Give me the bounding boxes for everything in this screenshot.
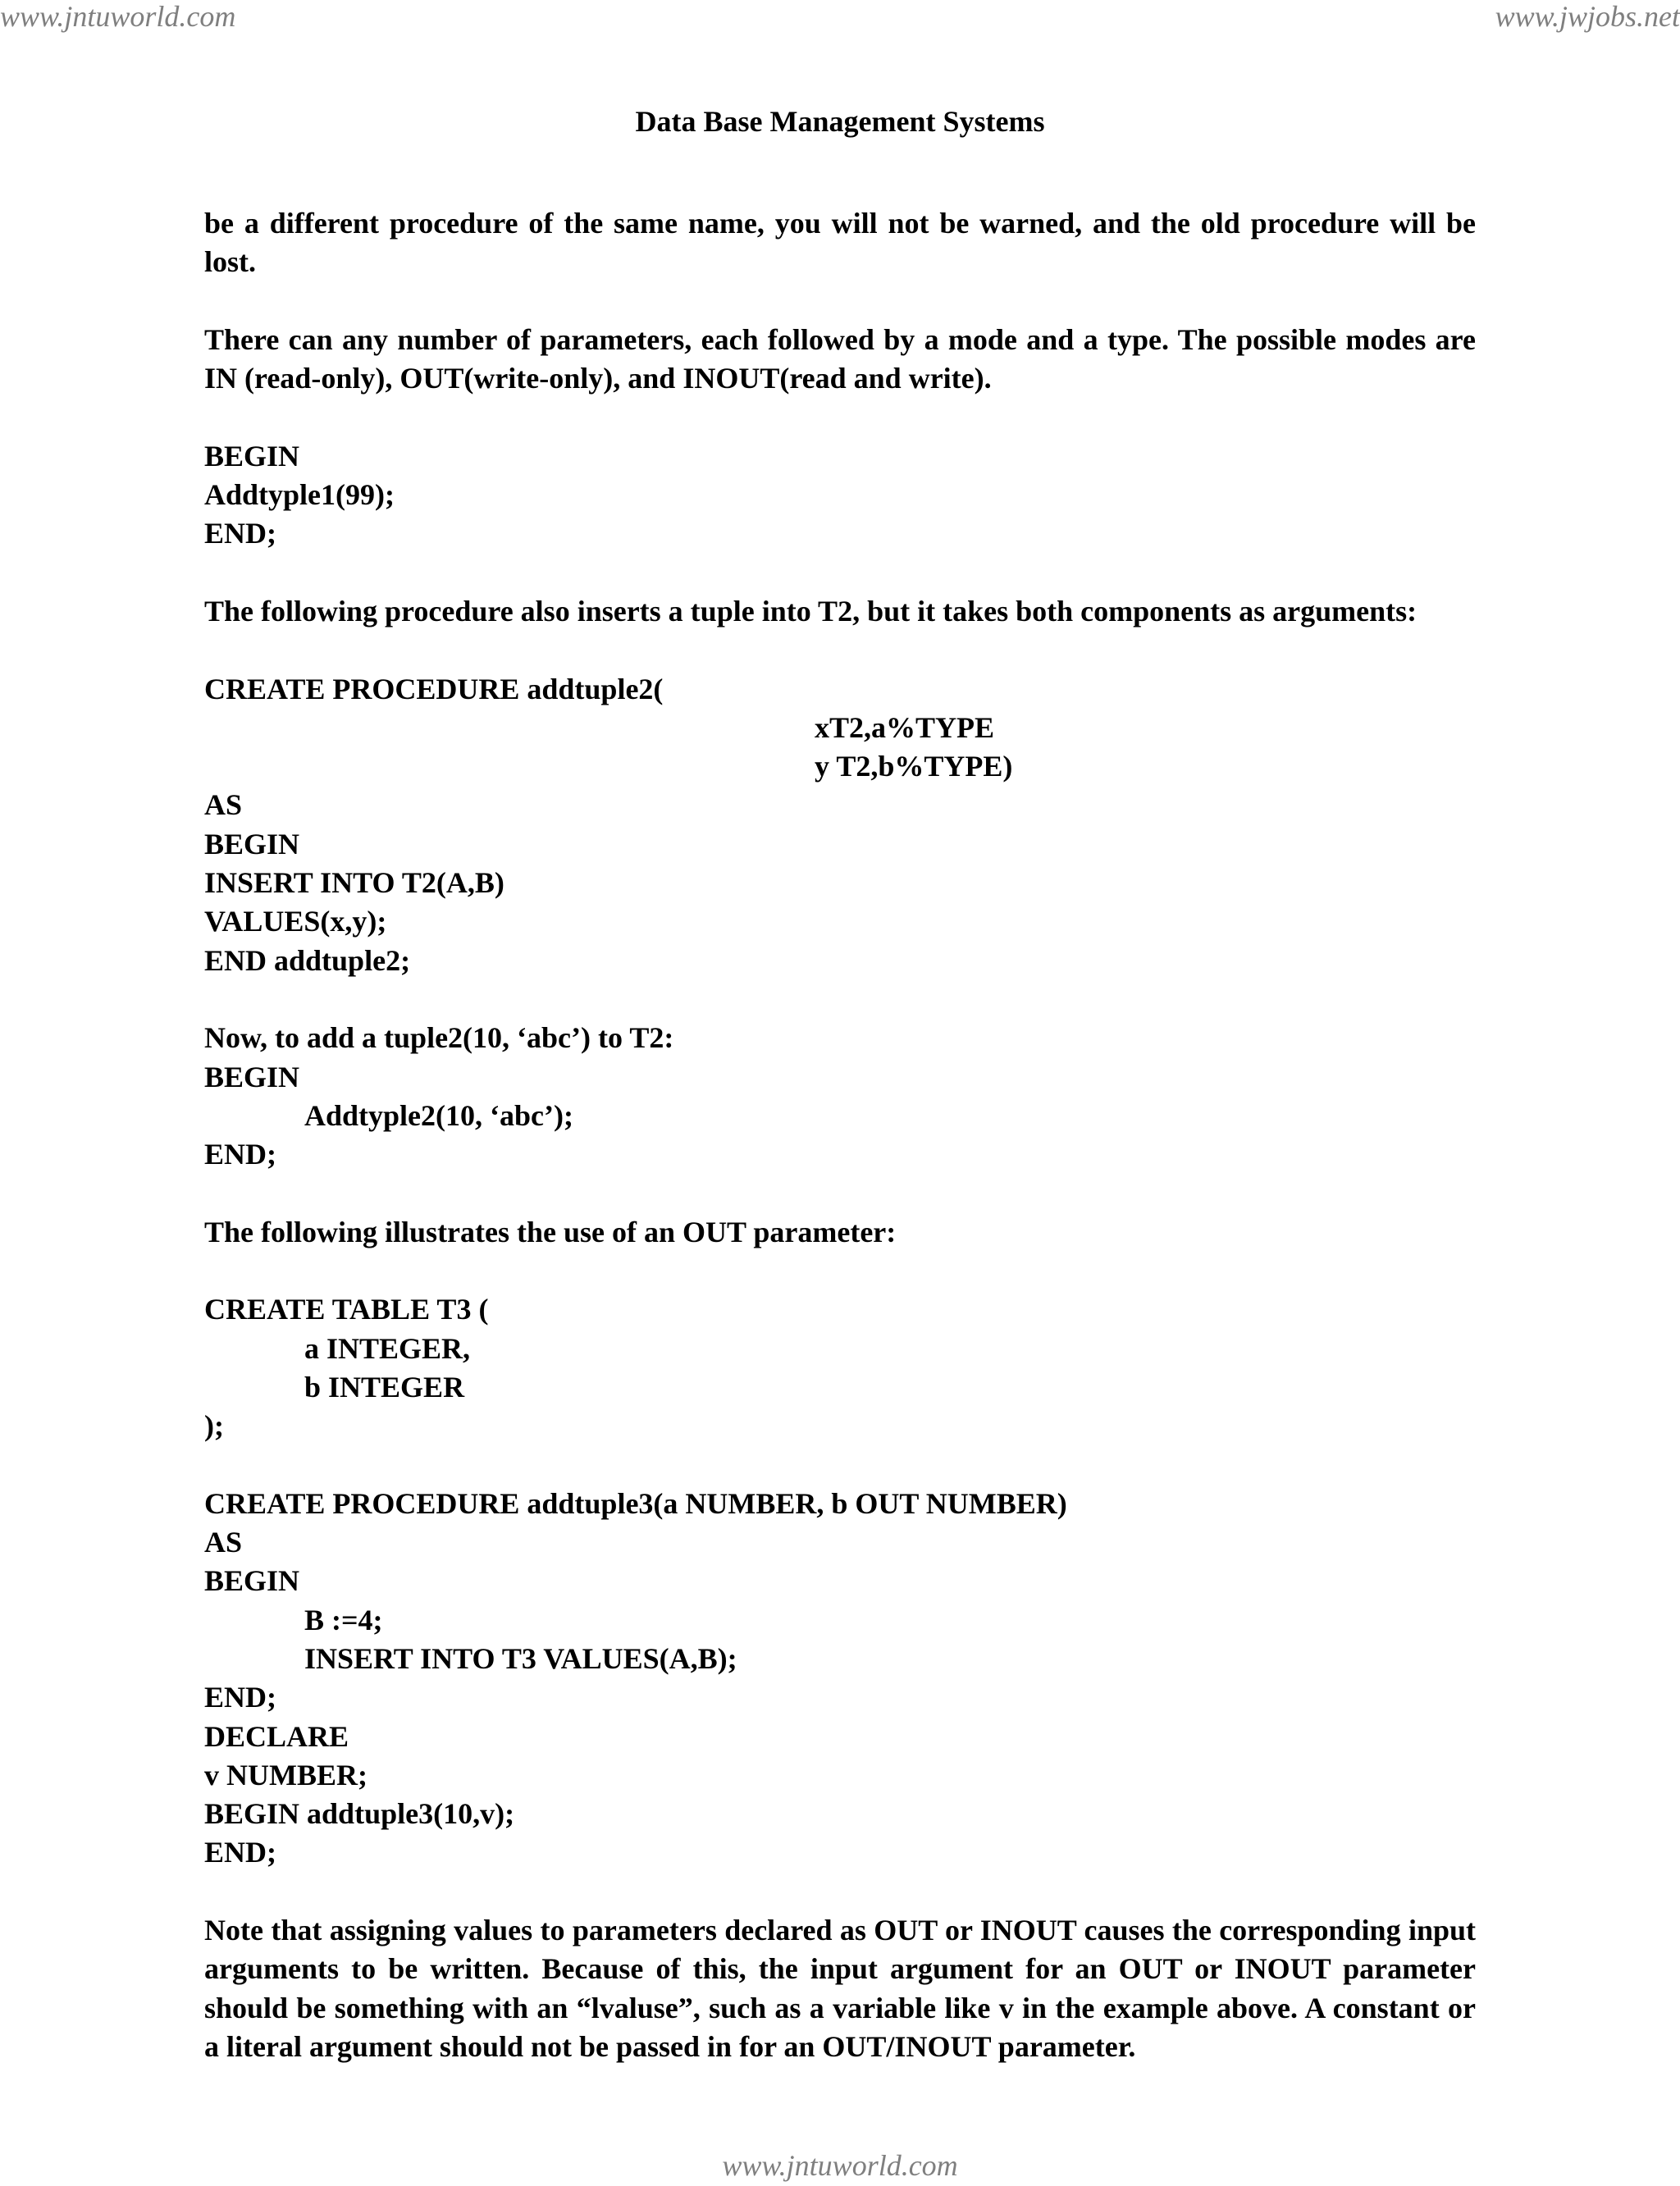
code-intro-line: Now, to add a tuple2(10, ‘abc’) to T2:: [204, 1021, 674, 1055]
code-block-create-table-t3: [204, 1290, 1476, 1445]
code-line: a INTEGER,: [304, 1331, 471, 1365]
code-block-create-addtuple2: [204, 670, 1476, 980]
code-line: B :=4;: [304, 1603, 383, 1636]
code-line: BEGIN: [204, 1060, 300, 1093]
code-line: BEGIN: [204, 827, 300, 860]
code-block-call-addtuple2: [204, 1019, 1476, 1174]
code-line: Addtyple1(99);: [204, 478, 395, 512]
code-line: v NUMBER;: [204, 1758, 368, 1791]
page-title: Data Base Management Systems: [635, 105, 1045, 138]
code-line: Addtyple2(10, ‘abc’);: [304, 1098, 573, 1132]
paragraph: Note that assigning values to parameters declared as OUT or INOUT causes the corresponding input arguments to be written. Because of this, the input argument for an OUT or INOUT parameter should be something with an “lvaluse”, such as a variable like v in the example above. A constant or a literal argument should not be passed in for an OUT/INOUT parameter.: [204, 1914, 1476, 2063]
code-line-parameter: y T2,b%TYPE): [815, 750, 1013, 783]
paragraph: The following procedure also inserts a tuple into T2, but it takes both components as arguments:: [204, 594, 1418, 628]
code-line: b INTEGER: [304, 1370, 465, 1403]
code-line: CREATE TABLE T3 (: [204, 1293, 489, 1326]
paragraph: There can any number of parameters, each followed by a mode and a type. The possible modes are IN (read-only), OUT(write-only), and INOUT(read and write).: [204, 322, 1476, 395]
code-line: BEGIN: [204, 439, 300, 472]
code-line: BEGIN addtuple3(10,v);: [204, 1797, 515, 1831]
code-line: );: [204, 1409, 224, 1443]
code-line: INSERT INTO T3 VALUES(A,B);: [304, 1641, 737, 1675]
code-line: VALUES(x,y);: [204, 905, 387, 938]
code-line: END;: [204, 1138, 276, 1171]
code-line: END;: [204, 517, 276, 550]
watermark-bottom: www.jntuworld.com: [722, 2149, 958, 2182]
code-line: END;: [204, 1681, 276, 1714]
code-line: CREATE PROCEDURE addtuple3(a NUMBER, b OUT NUMBER): [204, 1486, 1067, 1520]
code-block-create-addtuple3: [204, 1485, 1476, 1873]
page-body: [204, 204, 1476, 2066]
code-line: AS: [204, 1526, 243, 1559]
paragraph: be a different procedure of the same name, you will not be warned, and the old procedure will be lost.: [204, 207, 1476, 279]
code-line: AS: [204, 788, 243, 822]
watermark-top-right: www.jwjobs.net: [1495, 0, 1680, 33]
watermark-top-left: www.jntuworld.com: [0, 0, 236, 33]
code-line: BEGIN: [204, 1564, 300, 1598]
code-line: END;: [204, 1836, 276, 1869]
code-line: END addtuple2;: [204, 943, 411, 977]
code-line-parameter: xT2,a%TYPE: [815, 710, 995, 744]
code-line: CREATE PROCEDURE addtuple2(: [204, 672, 664, 705]
code-line: DECLARE: [204, 1719, 349, 1753]
code-block-call-addtuple1: [204, 437, 1476, 554]
paragraph: The following illustrates the use of an OUT parameter:: [204, 1215, 897, 1248]
code-line: INSERT INTO T2(A,B): [204, 866, 504, 900]
